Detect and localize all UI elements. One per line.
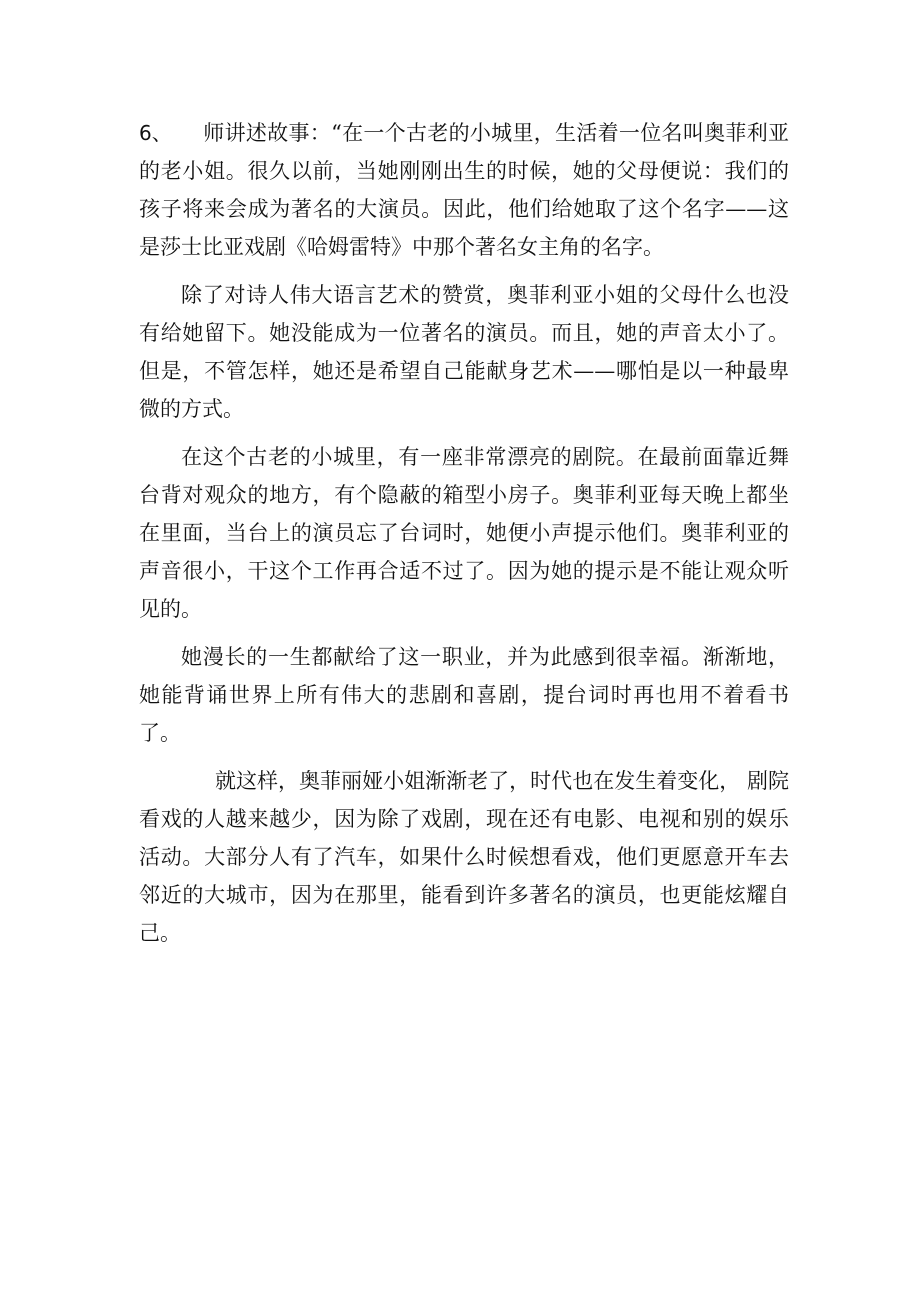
story-text xyxy=(139,114,789,962)
item-number: 6、 xyxy=(139,121,172,145)
paragraph-3: 在这个古老的小城里，有一座非常漂亮的剧院。在最前面靠近舞台背对观众的地方，有个隐蔽的箱型小房子。奥菲利亚每天晚上都坐在里面，当台上的演员忘了台词时，她便小声提示他们。奥菲利亚的声音很小，干这个工作再合适不过了。因为她的提示是不能让观众听见的。 xyxy=(139,445,789,621)
paragraph-4: 她漫长的一生都献给了这一职业，并为此感到很幸福。渐渐地，她能背诵世界上所有伟大的悲剧和喜剧，提台词时再也用不着看书了。 xyxy=(139,645,789,745)
paragraph-2: 除了对诗人伟大语言艺术的赞赏，奥菲利亚小姐的父母什么也没有给她留下。她没能成为一位著名的演员。而且，她的声音太小了。但是，不管怎样，她还是希望自己能献身艺术——哪怕是以一种最卑微的方式。 xyxy=(139,283,789,421)
paragraph-1-text: 师讲述故事：“在一个古老的小城里，生活着一位名叫奥菲利亚的老小姐。很久以前，当她刚刚出生的时候，她的父母便说：我们的孩子将来会成为著名的大演员。因此，他们给她取了这个名字——这是莎士比亚戏剧《哈姆雷特》中那个著名女主角的名字。 xyxy=(139,121,789,259)
paragraph-1 xyxy=(139,114,789,266)
paragraph-5: 就这样，奥菲丽娅小姐渐渐老了，时代也在发生着变化， 剧院看戏的人越来越少，因为除了戏剧，现在还有电影、电视和别的娱乐活动。大部分人有了汽车，如果什么时候想看戏，他们更愿意开车去邻近的大城市，因为在那里，能看到许多著名的演员，也更能炫耀自己。 xyxy=(139,769,789,945)
